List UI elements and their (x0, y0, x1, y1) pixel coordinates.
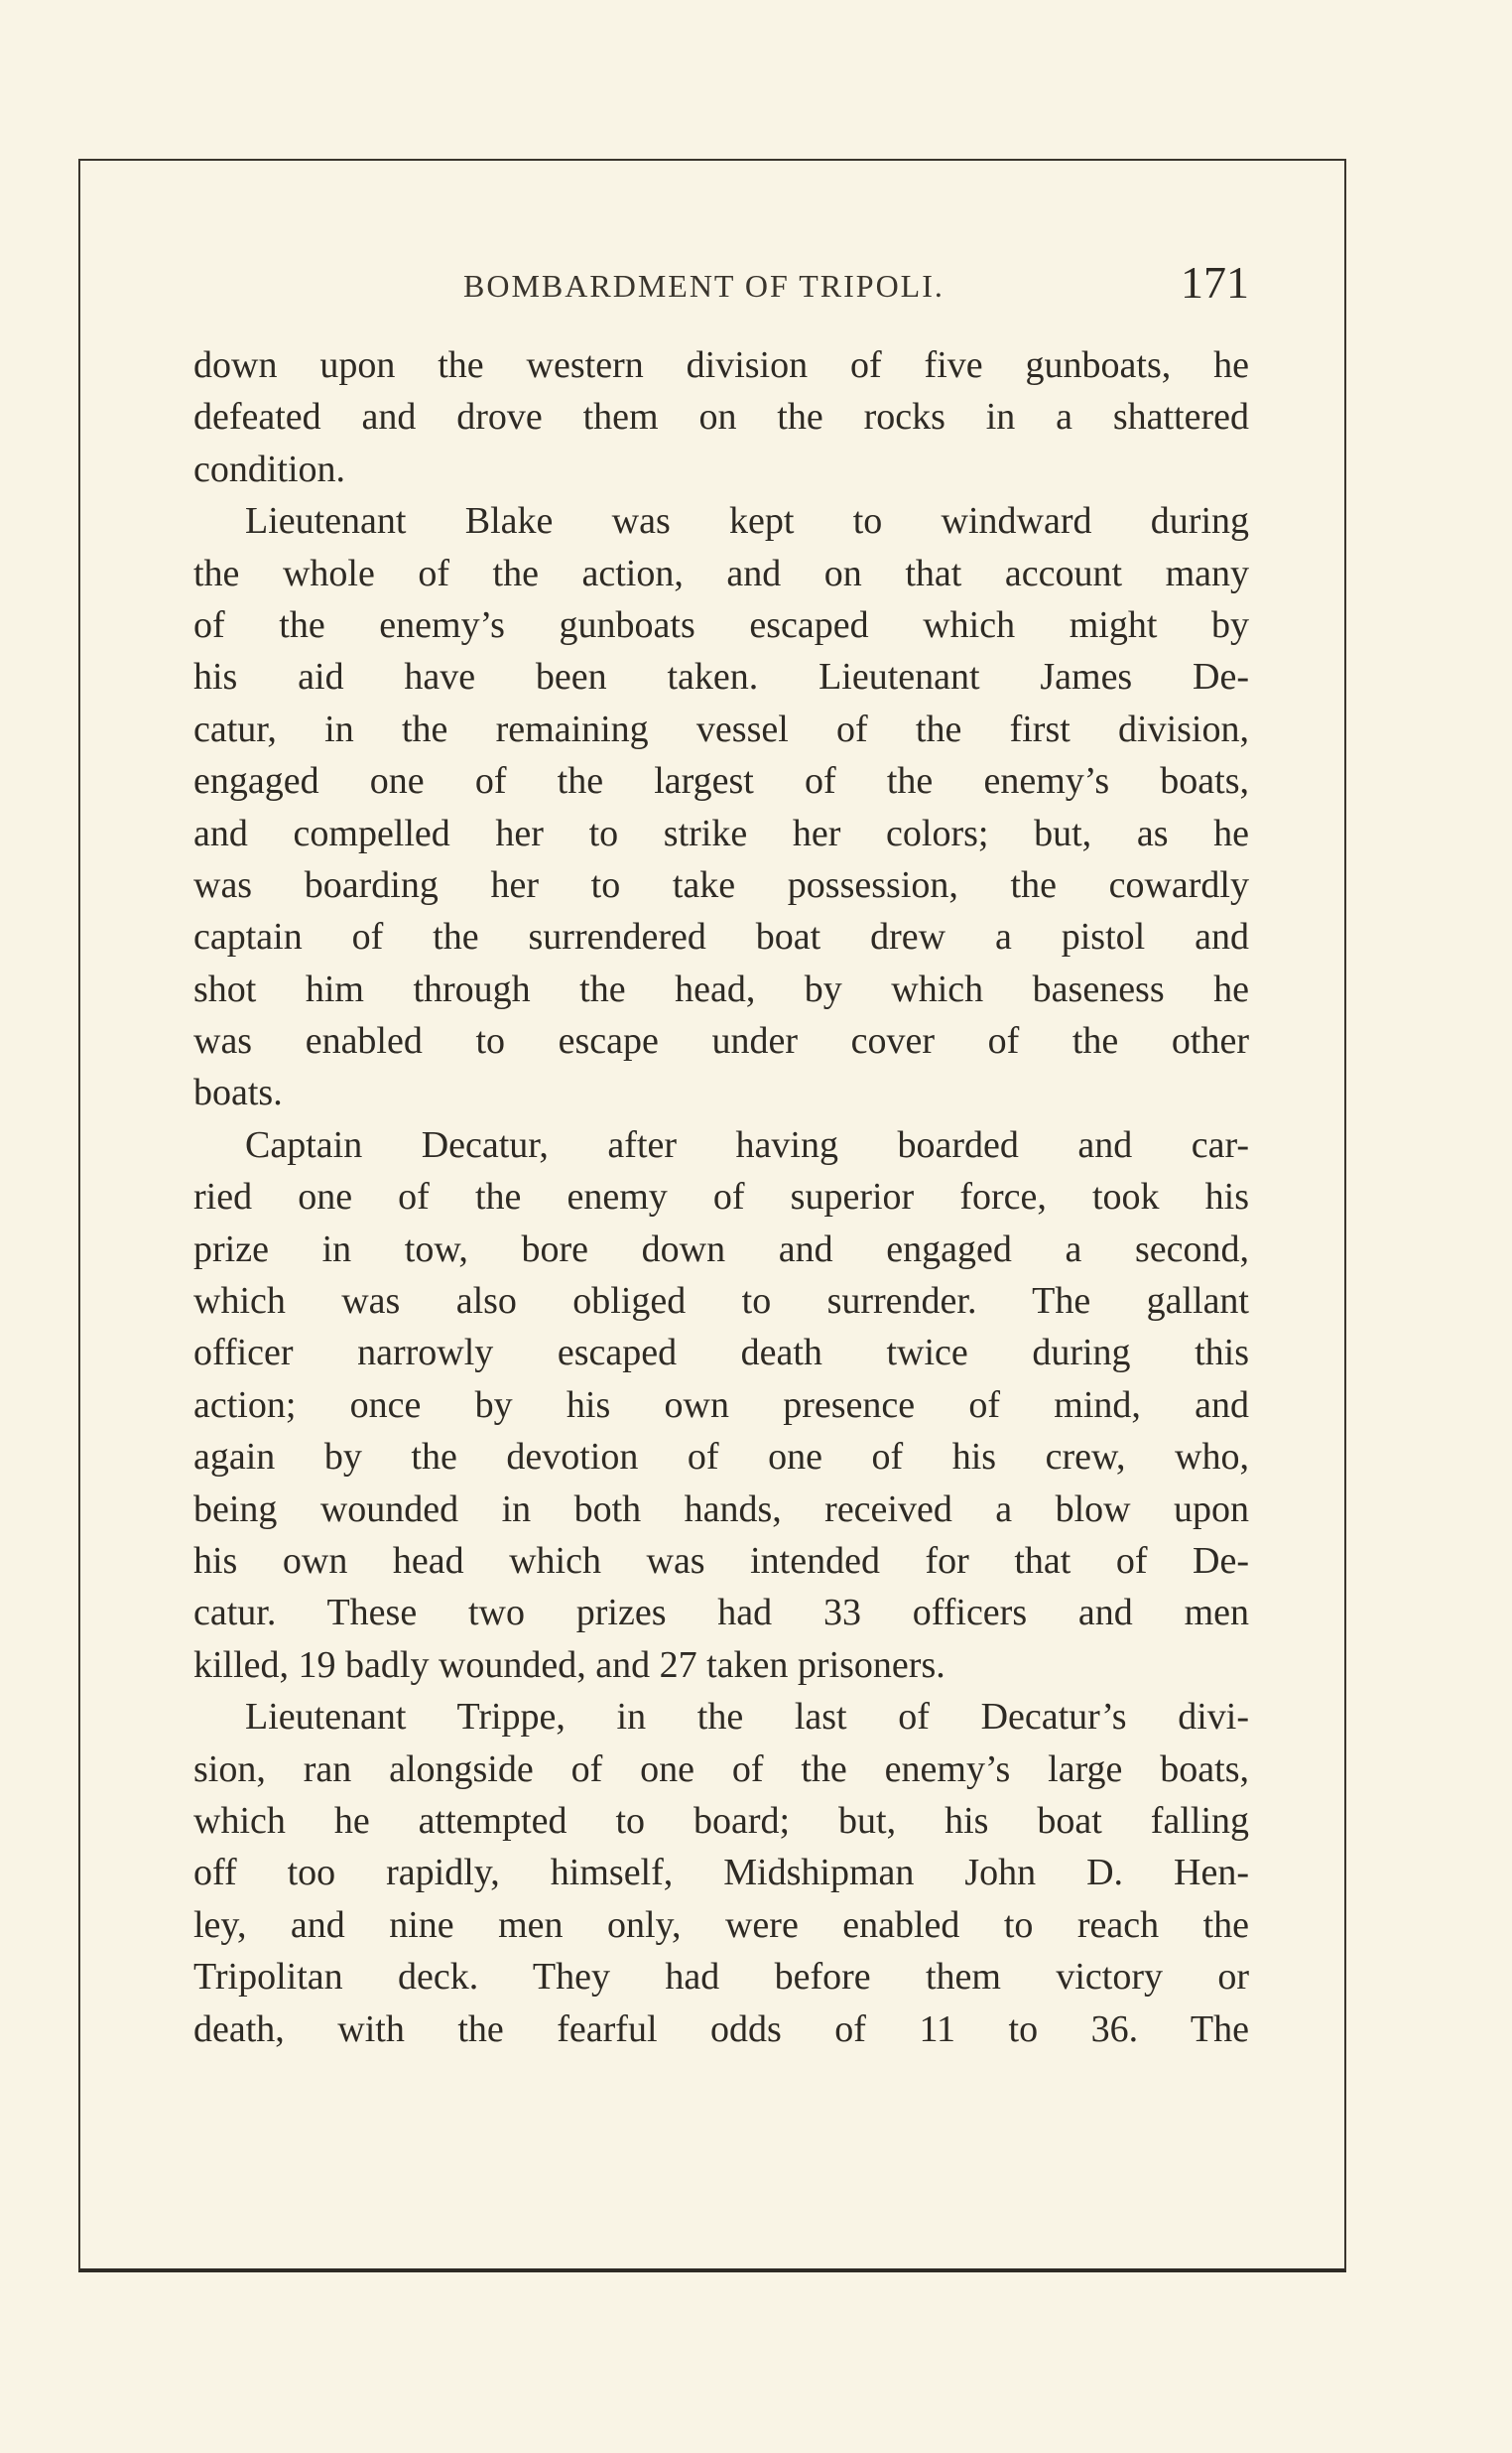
text-line: action; once by his own presence of mind, and (193, 1383, 1249, 1426)
text-line: which he attempted to board; but, his boat falling (193, 1799, 1249, 1842)
text-line: being wounded in both hands, received a blow upon (193, 1487, 1249, 1530)
text-line: officer narrowly escaped death twice during this (193, 1332, 1249, 1374)
text-line: sion, ran alongside of one of the enemy’s large boats, (193, 1747, 1249, 1790)
text-line: Tripolitan deck. They had before them victory or (193, 1956, 1249, 1999)
text-line: defeated and drove them on the rocks in a shattered (193, 396, 1249, 439)
text-line: of the enemy’s gunboats escaped which might by (193, 603, 1249, 646)
text-line: again by the devotion of one of his crew, who, (193, 1436, 1249, 1479)
text-line: catur. These two prizes had 33 officers and men (193, 1592, 1249, 1634)
page-number: 171 (1181, 257, 1249, 308)
body-text (193, 339, 1249, 2055)
text-line: ley, and nine men only, were enabled to reach the (193, 1903, 1249, 1946)
text-line: prize in tow, bore down and engaged a second, (193, 1227, 1249, 1270)
running-head: BOMBARDMENT OF TRIPOLI. (463, 268, 945, 304)
text-line: death, with the fearful odds of 11 to 36. The (193, 2007, 1249, 2050)
text-line: boats. (193, 1072, 283, 1114)
text-line: and compelled her to strike her colors; but, as he (193, 812, 1249, 854)
text-line: his own head which was intended for that of De- (193, 1539, 1249, 1582)
text-line: ried one of the enemy of superior force, took his (193, 1176, 1249, 1219)
text-line: was boarding her to take possession, the cowardly (193, 863, 1249, 906)
text-line: catur, in the remaining vessel of the first division, (193, 708, 1249, 750)
text-line: Lieutenant Blake was kept to windward during (245, 500, 1249, 543)
text-line: Lieutenant Trippe, in the last of Decatur’s divi- (245, 1696, 1249, 1739)
text-line: shot him through the head, by which baseness he (193, 968, 1249, 1010)
text-line: condition. (193, 448, 346, 490)
text-line: the whole of the action, and on that account many (193, 552, 1249, 594)
page-header (193, 256, 1249, 316)
text-line: Captain Decatur, after having boarded and car- (245, 1123, 1249, 1166)
text-line: down upon the western division of five gunboats, he (193, 344, 1249, 386)
text-line: which was also obliged to surrender. The gallant (193, 1280, 1249, 1323)
text-line: his aid have been taken. Lieutenant James De- (193, 656, 1249, 699)
text-line: was enabled to escape under cover of the other (193, 1020, 1249, 1063)
text-line: engaged one of the largest of the enemy’s boats, (193, 760, 1249, 803)
text-line: killed, 19 badly wounded, and 27 taken prisoners. (193, 1643, 945, 1686)
text-line: off too rapidly, himself, Midshipman John D. Hen- (193, 1852, 1249, 1894)
text-line: captain of the surrendered boat drew a pistol and (193, 916, 1249, 959)
